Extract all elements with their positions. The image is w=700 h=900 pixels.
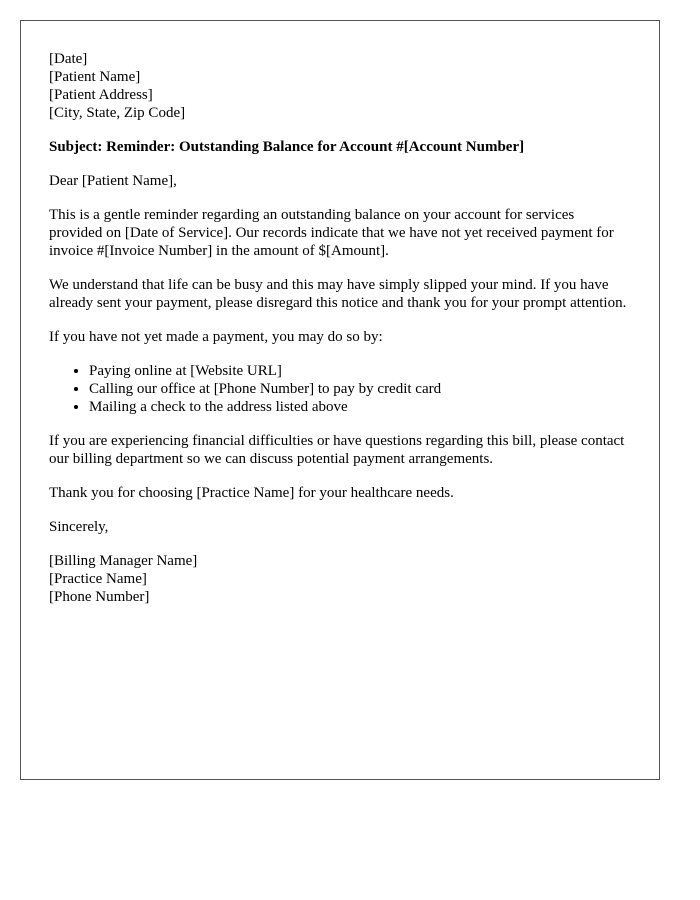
understanding-paragraph: We understand that life can be busy and this may have simply slipped your mind. If you have already sent your payment, please disregard this notice and thank you for your prompt attention. (49, 277, 627, 311)
recipient-address-block (49, 50, 631, 122)
subject-line: Subject: Reminder: Outstanding Balance for Account #[Account Number] (49, 139, 525, 155)
financial-difficulty-paragraph: If you are experiencing financial difficulties or have questions regarding this bill, please contact our billing department so we can discuss potential payment arrangements. (49, 433, 625, 467)
patient-name: [Patient Name] (49, 69, 141, 85)
practice-phone-number: [Phone Number] (49, 589, 150, 605)
payment-option-online: • Paying online at [Website URL] (89, 362, 631, 380)
reminder-paragraph: This is a gentle reminder regarding an outstanding balance on your account for services provided on [Date of Service]. Our records indicate that we have not yet received payment for invoice #[Invoice Number] in the amount of $[Amount]. (49, 207, 614, 259)
payment-intro-paragraph: If you have not yet made a payment, you may do so by: (49, 329, 383, 345)
payment-option-mail: • Mailing a check to the address listed above (89, 398, 631, 416)
closing: Sincerely, (49, 519, 109, 535)
practice-name: [Practice Name] (49, 571, 147, 587)
billing-manager-name: [Billing Manager Name] (49, 553, 198, 569)
patient-address: [Patient Address] (49, 87, 153, 103)
letter-date: [Date] (49, 51, 88, 67)
letter-page (20, 20, 660, 780)
thank-you-paragraph: Thank you for choosing [Practice Name] for your healthcare needs. (49, 485, 454, 501)
signature-block (49, 552, 631, 606)
city-state-zip: [City, State, Zip Code] (49, 105, 186, 121)
payment-options-list (49, 362, 631, 416)
payment-option-phone: • Calling our office at [Phone Number] to pay by credit card (89, 380, 631, 398)
greeting: Dear [Patient Name], (49, 173, 177, 189)
